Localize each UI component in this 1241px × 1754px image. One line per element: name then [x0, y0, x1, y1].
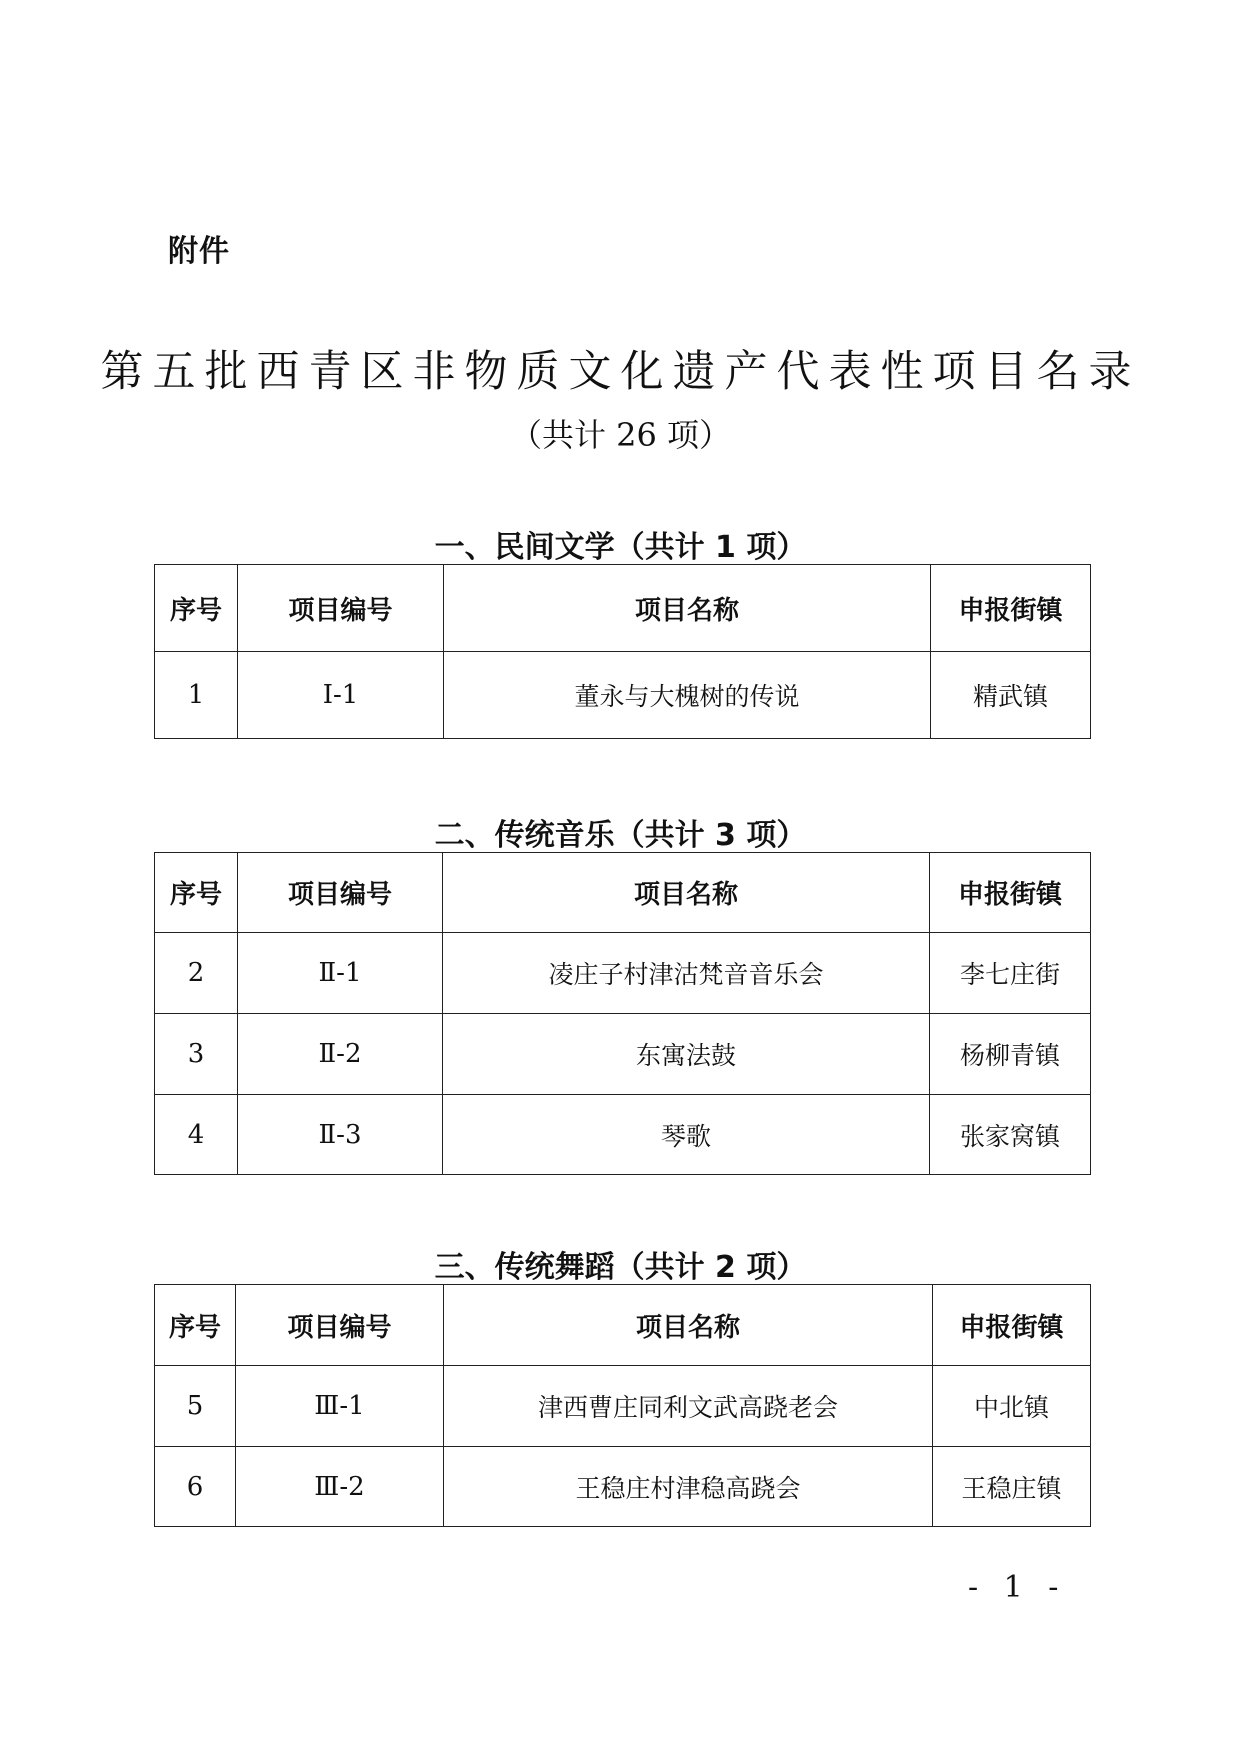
cell-name: 董永与大槐树的传说 [444, 652, 931, 739]
header-seq: 序号 [155, 1285, 236, 1366]
cell-town: 精武镇 [931, 652, 1091, 739]
cell-name: 琴歌 [443, 1095, 930, 1175]
cell-seq: 5 [155, 1366, 236, 1447]
table-row [155, 652, 1091, 739]
cell-name: 王稳庄村津稳高跷会 [444, 1447, 933, 1527]
table-header-row [155, 1285, 1091, 1366]
table-row [155, 1014, 1091, 1095]
section-heading-folk-literature: 一、民间文学（共计 1 项） [434, 530, 807, 565]
header-name: 项目名称 [443, 853, 930, 933]
attachment-label: 附件 [168, 234, 230, 269]
header-name: 项目名称 [444, 565, 931, 652]
header-name: 项目名称 [444, 1285, 933, 1366]
table-row [155, 1095, 1091, 1175]
document-title: 第五批西青区非物质文化遗产代表性项目名录 [100, 347, 1141, 397]
cell-code: Ⅱ-3 [238, 1095, 443, 1175]
page-number: - 1 - [968, 1570, 1067, 1605]
document-subtitle: （共计 26 项） [509, 416, 732, 454]
cell-town: 张家窝镇 [930, 1095, 1091, 1175]
cell-town: 李七庄街 [930, 933, 1091, 1014]
table-row [155, 1366, 1091, 1447]
header-code: 项目编号 [238, 565, 444, 652]
cell-code: Ⅱ-1 [238, 933, 443, 1014]
cell-seq: 6 [155, 1447, 236, 1527]
table-traditional-music [154, 852, 1091, 1175]
cell-name: 凌庄子村津沽梵音音乐会 [443, 933, 930, 1014]
table-row [155, 1447, 1091, 1527]
cell-name: 东寓法鼓 [443, 1014, 930, 1095]
cell-seq: 2 [155, 933, 238, 1014]
section-heading-traditional-dance: 三、传统舞蹈（共计 2 项） [434, 1250, 807, 1285]
cell-code: Ⅰ-1 [238, 652, 444, 739]
cell-seq: 4 [155, 1095, 238, 1175]
header-town: 申报街镇 [933, 1285, 1091, 1366]
header-town: 申报街镇 [931, 565, 1091, 652]
cell-town: 王稳庄镇 [933, 1447, 1091, 1527]
cell-seq: 3 [155, 1014, 238, 1095]
section-heading-traditional-music: 二、传统音乐（共计 3 项） [434, 818, 807, 853]
table-folk-literature [154, 564, 1091, 739]
cell-town: 杨柳青镇 [930, 1014, 1091, 1095]
table-row [155, 933, 1091, 1014]
table-header-row [155, 565, 1091, 652]
table-traditional-dance [154, 1284, 1091, 1527]
cell-name: 津西曹庄同利文武高跷老会 [444, 1366, 933, 1447]
cell-code: Ⅱ-2 [238, 1014, 443, 1095]
cell-town: 中北镇 [933, 1366, 1091, 1447]
header-town: 申报街镇 [930, 853, 1091, 933]
header-seq: 序号 [155, 853, 238, 933]
header-seq: 序号 [155, 565, 238, 652]
header-code: 项目编号 [238, 853, 443, 933]
table-header-row [155, 853, 1091, 933]
cell-code: Ⅲ-2 [236, 1447, 444, 1527]
cell-seq: 1 [155, 652, 238, 739]
cell-code: Ⅲ-1 [236, 1366, 444, 1447]
header-code: 项目编号 [236, 1285, 444, 1366]
